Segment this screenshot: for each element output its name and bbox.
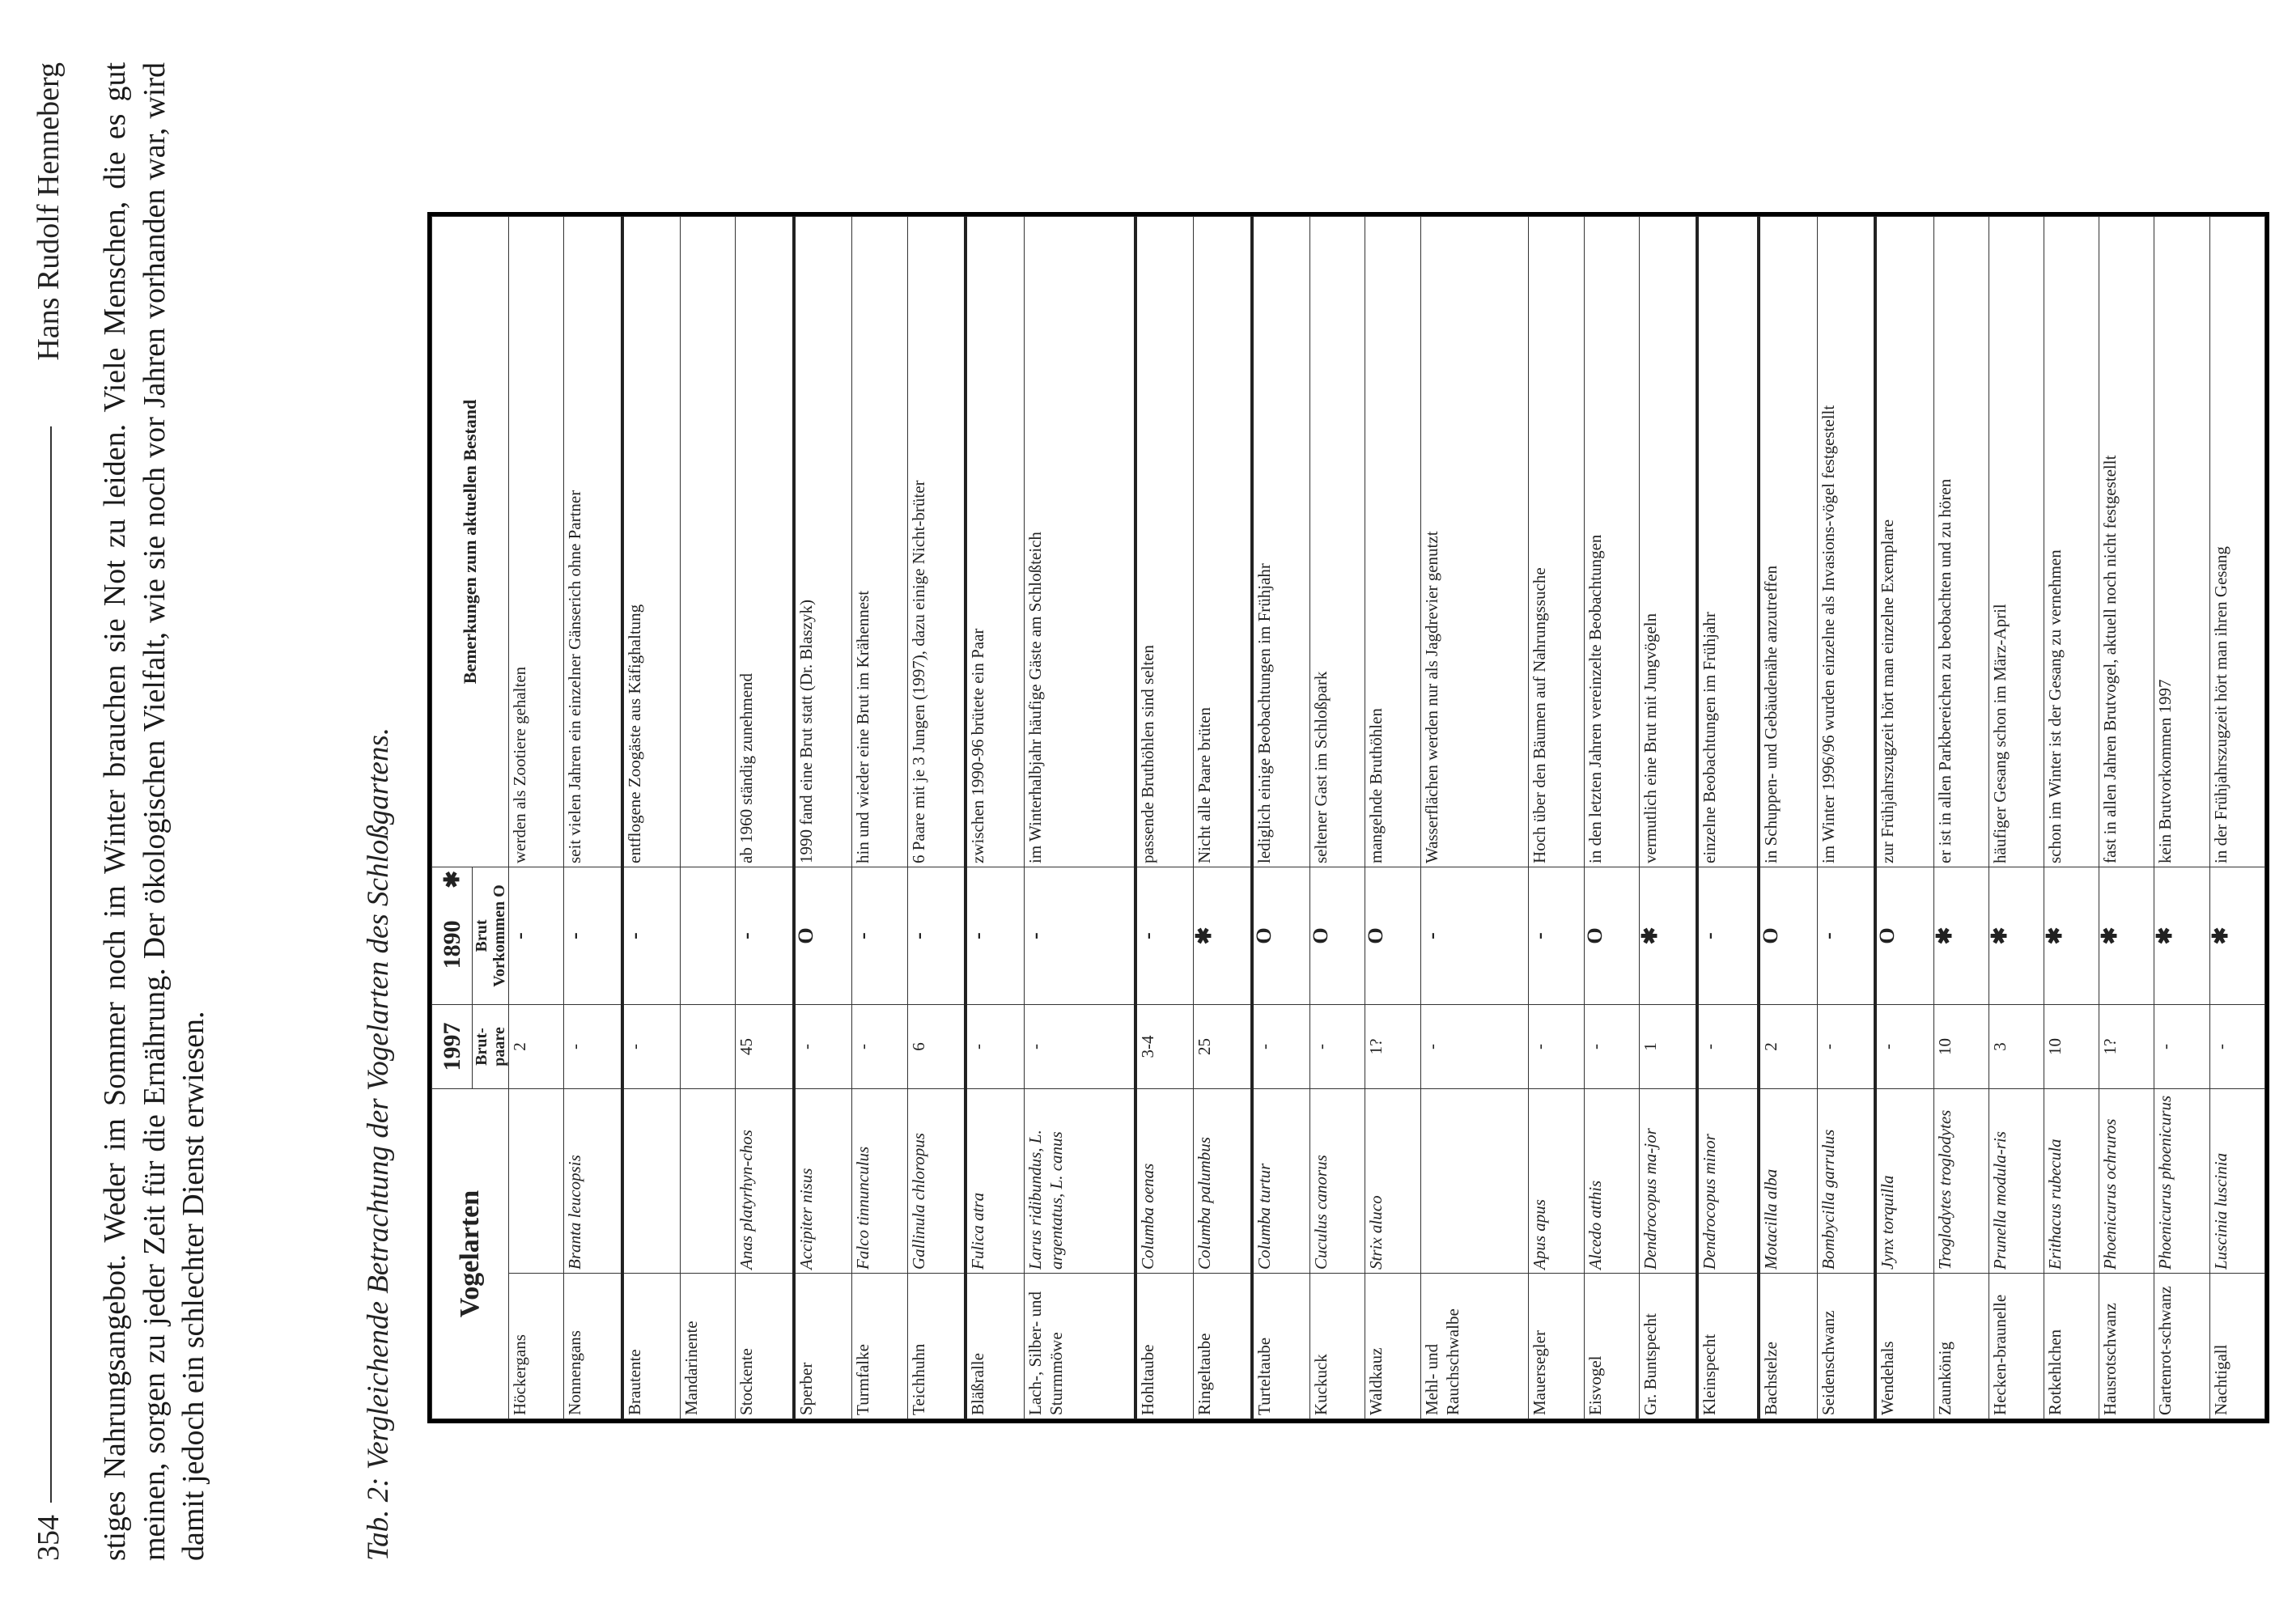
header-rule bbox=[50, 426, 52, 1503]
remark: seltener Gast im Schloßpark bbox=[1310, 217, 1365, 867]
status-1890: O bbox=[794, 867, 852, 1005]
col-header-species: Vogelarten bbox=[432, 1089, 509, 1419]
pairs-1997: - bbox=[966, 1005, 1024, 1089]
table-row bbox=[1194, 217, 1252, 1419]
pairs-1997: - bbox=[794, 1005, 852, 1089]
species-name: Eisvogel bbox=[1584, 1274, 1639, 1419]
status-1890: - bbox=[966, 867, 1024, 1005]
table-row bbox=[1697, 217, 1759, 1419]
species-name: Zaunkönig bbox=[1933, 1274, 1989, 1419]
scientific-name: Cuculus canorus bbox=[1310, 1089, 1365, 1274]
status-1890: - bbox=[1135, 867, 1194, 1005]
scientific-name: Phoenicurus ochruros bbox=[2099, 1089, 2154, 1274]
scientific-name: Dendrocopus minor bbox=[1697, 1089, 1759, 1274]
pairs-1997: - bbox=[852, 1005, 907, 1089]
table-row bbox=[681, 217, 736, 1419]
remark: vermutlich eine Brut mit Jungvögeln bbox=[1639, 217, 1697, 867]
scientific-name: Falco tinnunculus bbox=[852, 1089, 907, 1274]
status-1890: - bbox=[852, 867, 907, 1005]
pairs-1997: 2 bbox=[1759, 1005, 1817, 1089]
status-1890: - bbox=[736, 867, 794, 1005]
status-1890: - bbox=[1024, 867, 1135, 1005]
status-1890 bbox=[681, 867, 736, 1005]
brut-label: Brut bbox=[473, 919, 490, 952]
table-row bbox=[1875, 217, 1933, 1419]
status-1890: - bbox=[1529, 867, 1584, 1005]
scientific-name bbox=[1420, 1089, 1529, 1274]
status-1890: ✱ bbox=[2044, 867, 2099, 1005]
remark: mangelnde Bruthöhlen bbox=[1365, 217, 1420, 867]
remark: schon im Winter ist der Gesang zu vernehmen bbox=[2044, 217, 2099, 867]
scientific-name bbox=[681, 1089, 736, 1274]
scientific-name: Strix aluco bbox=[1365, 1089, 1420, 1274]
pairs-1997: 25 bbox=[1194, 1005, 1252, 1089]
scientific-name: Gallinula chloropus bbox=[907, 1089, 966, 1274]
species-name: Sperber bbox=[794, 1274, 852, 1419]
table-row bbox=[1759, 217, 1817, 1419]
pairs-1997 bbox=[681, 1005, 736, 1089]
table-row bbox=[1310, 217, 1365, 1419]
scientific-name: Columba turtur bbox=[1252, 1089, 1310, 1274]
table-row bbox=[1420, 217, 1529, 1419]
col-header-brutpaare: Brut- paare bbox=[473, 1005, 509, 1089]
table-row bbox=[1529, 217, 1584, 1419]
running-header bbox=[31, 62, 79, 1561]
scientific-name: Dendrocopus ma-jor bbox=[1639, 1089, 1697, 1274]
pairs-1997: - bbox=[1817, 1005, 1875, 1089]
col-header-1890-sub bbox=[473, 867, 509, 1005]
scientific-name: Bombycilla garrulus bbox=[1817, 1089, 1875, 1274]
table-row bbox=[794, 217, 852, 1419]
table-row bbox=[2099, 217, 2154, 1419]
scientific-name: Alcedo atthis bbox=[1584, 1089, 1639, 1274]
pairs-1997: - bbox=[1252, 1005, 1310, 1089]
table-row bbox=[564, 217, 622, 1419]
species-name: Gr. Buntspecht bbox=[1639, 1274, 1697, 1419]
species-name: Hausrotschwanz bbox=[2099, 1274, 2154, 1419]
remark: Wasserflächen werden nur als Jagdrevier genutzt bbox=[1420, 217, 1529, 867]
table-row bbox=[2154, 217, 2209, 1419]
status-1890: O bbox=[1584, 867, 1639, 1005]
pairs-1997: 2 bbox=[509, 1005, 564, 1089]
table-row bbox=[509, 217, 564, 1419]
scientific-name: Branta leucopsis bbox=[564, 1089, 622, 1274]
species-name: Kleinspecht bbox=[1697, 1274, 1759, 1419]
species-name: Waldkauz bbox=[1365, 1274, 1420, 1419]
pairs-1997: - bbox=[622, 1005, 681, 1089]
status-1890: O bbox=[1252, 867, 1310, 1005]
pairs-1997: - bbox=[1420, 1005, 1529, 1089]
status-1890: - bbox=[1697, 867, 1759, 1005]
species-name: Gartenrot-schwanz bbox=[2154, 1274, 2209, 1419]
pairs-1997: 1 bbox=[1639, 1005, 1697, 1089]
pairs-1997: - bbox=[1875, 1005, 1933, 1089]
species-name: Brautente bbox=[622, 1274, 681, 1419]
table-row bbox=[1252, 217, 1310, 1419]
status-1890: ✱ bbox=[1933, 867, 1989, 1005]
species-name: Nonnengans bbox=[564, 1274, 622, 1419]
status-1890: O bbox=[1759, 867, 1817, 1005]
table-row bbox=[1135, 217, 1194, 1419]
species-name: Mehl- und Rauchschwalbe bbox=[1420, 1274, 1529, 1419]
species-name: Lach-, Silber- und Sturmmöwe bbox=[1024, 1274, 1135, 1419]
species-name: Wendehals bbox=[1875, 1274, 1933, 1419]
remark: kein Brutvorkommen 1997 bbox=[2154, 217, 2209, 867]
remark: Nicht alle Paare brüten bbox=[1194, 217, 1252, 867]
status-1890: ✱ bbox=[1639, 867, 1697, 1005]
status-1890: - bbox=[907, 867, 966, 1005]
remark: in den letzten Jahren vereinzelte Beobachtungen bbox=[1584, 217, 1639, 867]
species-name: Mauersegler bbox=[1529, 1274, 1584, 1419]
table-row bbox=[1584, 217, 1639, 1419]
status-1890: ✱ bbox=[2099, 867, 2154, 1005]
pairs-1997: 10 bbox=[1933, 1005, 1989, 1089]
scientific-name: Erithacus rubecula bbox=[2044, 1089, 2099, 1274]
pairs-1997: 1? bbox=[1365, 1005, 1420, 1089]
page-number: 354 bbox=[32, 1515, 66, 1561]
status-1890: O bbox=[1365, 867, 1420, 1005]
pairs-1997: 10 bbox=[2044, 1005, 2099, 1089]
species-name: Hecken-braunelle bbox=[1989, 1274, 2044, 1419]
remark: lediglich einige Beobachtungen im Frühjahr bbox=[1252, 217, 1310, 867]
scientific-name: Accipiter nisus bbox=[794, 1089, 852, 1274]
species-name: Stockente bbox=[736, 1274, 794, 1419]
remark: 1990 fand eine Brut statt (Dr. Blaszyk) bbox=[794, 217, 852, 867]
bird-table-body bbox=[509, 217, 2265, 1419]
pairs-1997: 45 bbox=[736, 1005, 794, 1089]
status-1890: O bbox=[1875, 867, 1933, 1005]
species-name: Hohltaube bbox=[1135, 1274, 1194, 1419]
species-name: Rotkehlchen bbox=[2044, 1274, 2099, 1419]
pairs-1997: - bbox=[2154, 1005, 2209, 1089]
status-1890: ✱ bbox=[1194, 867, 1252, 1005]
pairs-1997: 3-4 bbox=[1135, 1005, 1194, 1089]
status-1890: - bbox=[1817, 867, 1875, 1005]
pairs-1997: - bbox=[1024, 1005, 1135, 1089]
col-header-1997: 1997 bbox=[432, 1005, 473, 1089]
status-1890: - bbox=[564, 867, 622, 1005]
scientific-name: Jynx torquilla bbox=[1875, 1089, 1933, 1274]
table-row bbox=[907, 217, 966, 1419]
species-name: Höckergans bbox=[509, 1274, 564, 1419]
species-name: Nachtigall bbox=[2209, 1274, 2264, 1419]
scientific-name: Columba oenas bbox=[1135, 1089, 1194, 1274]
scientific-name: Prunella modula-ris bbox=[1989, 1089, 2044, 1274]
pairs-1997: 3 bbox=[1989, 1005, 2044, 1089]
pairs-1997: 1? bbox=[2099, 1005, 2154, 1089]
scientific-name: Motacilla alba bbox=[1759, 1089, 1817, 1274]
remark: in Schuppen- und Gebäudenähe anzutreffen bbox=[1759, 217, 1817, 867]
remark: ab 1960 ständig zunehmend bbox=[736, 217, 794, 867]
status-1890: ✱ bbox=[2154, 867, 2209, 1005]
scientific-name bbox=[509, 1089, 564, 1274]
remark: in der Frühjahrszugzeit hört man ihren Gesang bbox=[2209, 217, 2264, 867]
breeding-star-icon: ✱ bbox=[439, 871, 464, 888]
remark: einzelne Beobachtungen im Frühjahr bbox=[1697, 217, 1759, 867]
scientific-name: Anas platyrhyn-chos bbox=[736, 1089, 794, 1274]
scientific-name: Columba palumbus bbox=[1194, 1089, 1252, 1274]
status-1890: ✱ bbox=[2209, 867, 2264, 1005]
remark: entflogene Zoogäste aus Käfighaltung bbox=[622, 217, 681, 867]
table-row bbox=[1989, 217, 2044, 1419]
species-name: Bachstelze bbox=[1759, 1274, 1817, 1419]
table-row bbox=[852, 217, 907, 1419]
remark: passende Bruthöhlen sind selten bbox=[1135, 217, 1194, 867]
species-name: Teichhuhn bbox=[907, 1274, 966, 1419]
species-name: Bläßralle bbox=[966, 1274, 1024, 1419]
species-name: Turteltaube bbox=[1252, 1274, 1310, 1419]
scientific-name bbox=[622, 1089, 681, 1274]
bird-table-grid bbox=[431, 216, 2265, 1419]
remark: zur Frühjahrszugzeit hört man einzelne Exemplare bbox=[1875, 217, 1933, 867]
scientific-name: Luscinia luscinia bbox=[2209, 1089, 2264, 1274]
vorkommen-label: Vorkommen O bbox=[490, 884, 508, 987]
author-name: Hans Rudolf Henneberg bbox=[32, 62, 66, 361]
remark: 6 Paare mit je 3 Jungen (1997), dazu einige Nicht-brüter bbox=[907, 217, 966, 867]
pairs-1997: - bbox=[1529, 1005, 1584, 1089]
status-1890: - bbox=[509, 867, 564, 1005]
remark: häufiger Gesang schon im März-April bbox=[1989, 217, 2044, 867]
status-1890: ✱ bbox=[1989, 867, 2044, 1005]
pairs-1997: 6 bbox=[907, 1005, 966, 1089]
table-row bbox=[1365, 217, 1420, 1419]
remark: werden als Zootiere gehalten bbox=[509, 217, 564, 867]
scientific-name: Phoenicurus phoenicurus bbox=[2154, 1089, 2209, 1274]
table-row bbox=[2044, 217, 2099, 1419]
scientific-name: Apus apus bbox=[1529, 1089, 1584, 1274]
table-row bbox=[966, 217, 1024, 1419]
table-row bbox=[736, 217, 794, 1419]
status-1890: - bbox=[1420, 867, 1529, 1005]
scientific-name: Troglodytes troglodytes bbox=[1933, 1089, 1989, 1274]
table-row bbox=[1817, 217, 1875, 1419]
species-name: Turmfalke bbox=[852, 1274, 907, 1419]
scientific-name: Larus ridibundus, L. argentatus, L. canus bbox=[1024, 1089, 1135, 1274]
remark: im Winter 1996/96 wurden einzelne als Invasions-vögel festgestellt bbox=[1817, 217, 1875, 867]
status-1890: - bbox=[622, 867, 681, 1005]
pairs-1997: - bbox=[2209, 1005, 2264, 1089]
remark: zwischen 1990-96 brütete ein Paar bbox=[966, 217, 1024, 867]
status-1890: O bbox=[1310, 867, 1365, 1005]
bird-table bbox=[427, 212, 2269, 1423]
species-name: Ringeltaube bbox=[1194, 1274, 1252, 1419]
pairs-1997: - bbox=[564, 1005, 622, 1089]
remark: er ist in allen Parkbereichen zu beobachten und zu hören bbox=[1933, 217, 1989, 867]
remark: im Winterhalbjahr häufige Gäste am Schloßteich bbox=[1024, 217, 1135, 867]
species-name: Mandarinente bbox=[681, 1274, 736, 1419]
table-caption: Tab. 2: Vergleichende Betrachtung der Vogelarten des Schloßgartens. bbox=[362, 727, 395, 1561]
body-paragraph: stiges Nahrungsangebot. Weder im Sommer noch im Winter brauchen sie Not zu leiden. Viele Menschen, die es gut meinen, sorgen zu jeder Zeit für die Ernährung. Der ökologischen Vielfalt, wie sie noch vor Jahren vorhanden war, wird damit jedoch ein schlechter Dienst erwiesen. bbox=[98, 62, 210, 1561]
pairs-1997: - bbox=[1584, 1005, 1639, 1089]
col-header-notes: Bemerkungen zum aktuellen Bestand bbox=[432, 217, 509, 867]
table-row bbox=[1024, 217, 1135, 1419]
scientific-name: Fulica atra bbox=[966, 1089, 1024, 1274]
remark bbox=[681, 217, 736, 867]
species-name: Seidenschwanz bbox=[1817, 1274, 1875, 1419]
species-name: Kuckuck bbox=[1310, 1274, 1365, 1419]
pairs-1997: - bbox=[1310, 1005, 1365, 1089]
remark: fast in allen Jahren Brutvogel, aktuell noch nicht festgestellt bbox=[2099, 217, 2154, 867]
table-row bbox=[2209, 217, 2264, 1419]
table-row bbox=[1933, 217, 1989, 1419]
table-row bbox=[622, 217, 681, 1419]
remark: seit vielen Jahren ein einzelner Gänserich ohne Partner bbox=[564, 217, 622, 867]
pairs-1997: - bbox=[1697, 1005, 1759, 1089]
col-header-1890 bbox=[432, 867, 473, 1005]
remark: Hoch über den Bäumen auf Nahrungssuche bbox=[1529, 217, 1584, 867]
table-row bbox=[1639, 217, 1697, 1419]
year-1890-label: 1890 bbox=[438, 920, 465, 969]
remark: hin und wieder eine Brut im Krähennest bbox=[852, 217, 907, 867]
